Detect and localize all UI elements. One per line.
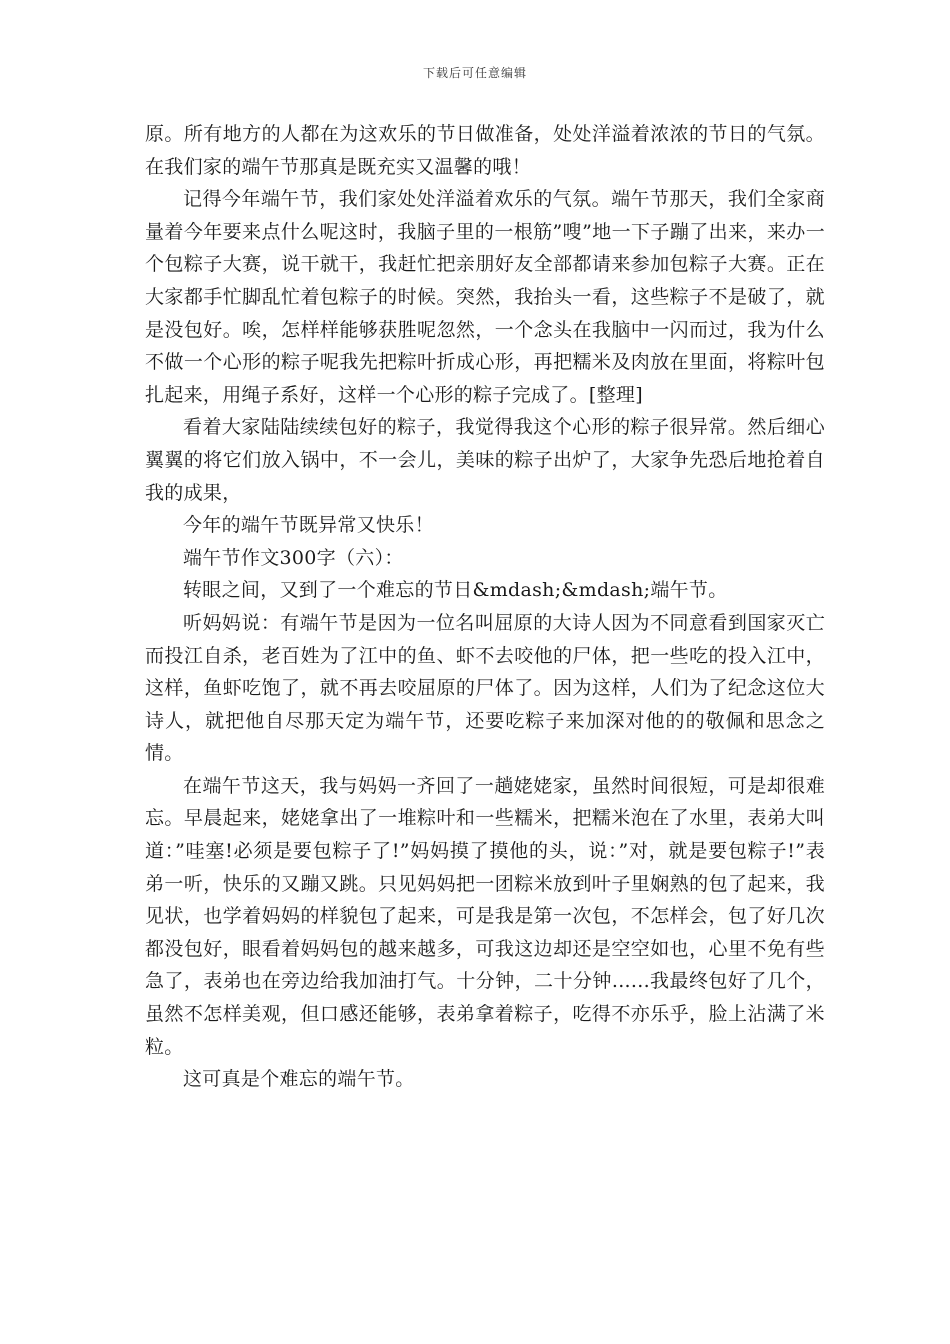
paragraph-3: 看着大家陆陆续续包好的粽子，我觉得我这个心形的粽子很异常。然后细心翼翼的将它们放入锅中，不一会儿，美味的粽子出炉了，大家争先恐后地抢着自我的成果， xyxy=(145,416,825,504)
paragraph-1: 原。所有地方的人都在为这欢乐的节日做准备，处处洋溢着浓浓的节日的气氛。在我们家的端午节那真是既充实又温馨的哦！ xyxy=(145,123,825,178)
paragraph-5-heading: 端午节作文300字（六）： xyxy=(183,546,404,569)
paragraph-8: 在端午节这天，我与妈妈一齐回了一趟姥姥家，虽然时间很短，可是却很难忘。早晨起来，姥姥拿出了一堆粽叶和一些糯米，把糯米泡在了水里，表弟大叫道：”哇塞!必须是要包粽子了!”妈妈摸了摸他的头，说：”对，就是要包粽子!”表弟一听，快乐的又蹦又跳。只见妈妈把一团粽米放到叶子里娴熟的包了起来，我见状，也学着妈妈的样貌包了起来，可是我是第一次包，不怎样会，包了好几次都没包好，眼看着妈妈包的越来越多，可我这边却还是空空如也，心里不免有些急了，表弟也在旁边给我加油打气。十分钟，二十分钟......我最终包好了几个，虽然不怎样美观，但口感还能够，表弟拿着粽子，吃得不亦乐乎，脸上沾满了米粒。 xyxy=(145,774,825,1058)
paragraph-7: 听妈妈说：有端午节是因为一位名叫屈原的大诗人因为不同意看到国家灭亡而投江自杀，老百姓为了江中的鱼、虾不去咬他的尸体，把一些吃的投入江中，这样，鱼虾吃饱了，就不再去咬屈原的尸体了。因为这样，人们为了纪念这位大诗人，就把他自尽那天定为端午节，还要吃粽子来加深对他的的敬佩和思念之情。 xyxy=(145,611,825,765)
paragraph-4: 今年的端午节既异常又快乐！ xyxy=(183,514,434,537)
paragraph-6: 转眼之间，又到了一个难忘的节日&mdash;&mdash;端午节。 xyxy=(183,579,728,602)
paragraph-2: 记得今年端午节，我们家处处洋溢着欢乐的气氛。端午节那天，我们全家商量着今年要来点什么呢这时，我脑子里的一根筋”嗖”地一下子蹦了出来，来办一个包粽子大赛，说干就干，我赶忙把亲朋好友全部都请来参加包粽子大赛。正在大家都手忙脚乱忙着包粽子的时候。突然，我抬头一看，这些粽子不是破了，就是没包好。唉，怎样样能够获胜呢忽然，一个念头在我脑中一闪而过，我为什么不做一个心形的粽子呢我先把粽叶折成心形，再把糯米及肉放在里面，将粽叶包扎起来，用绳子系好，这样一个心形的粽子完成了。[整理] xyxy=(145,188,825,406)
paragraph-9: 这可真是个难忘的端午节。 xyxy=(183,1068,415,1091)
document-body xyxy=(145,118,825,1096)
page-header: 下载后可任意编辑 xyxy=(422,66,527,80)
